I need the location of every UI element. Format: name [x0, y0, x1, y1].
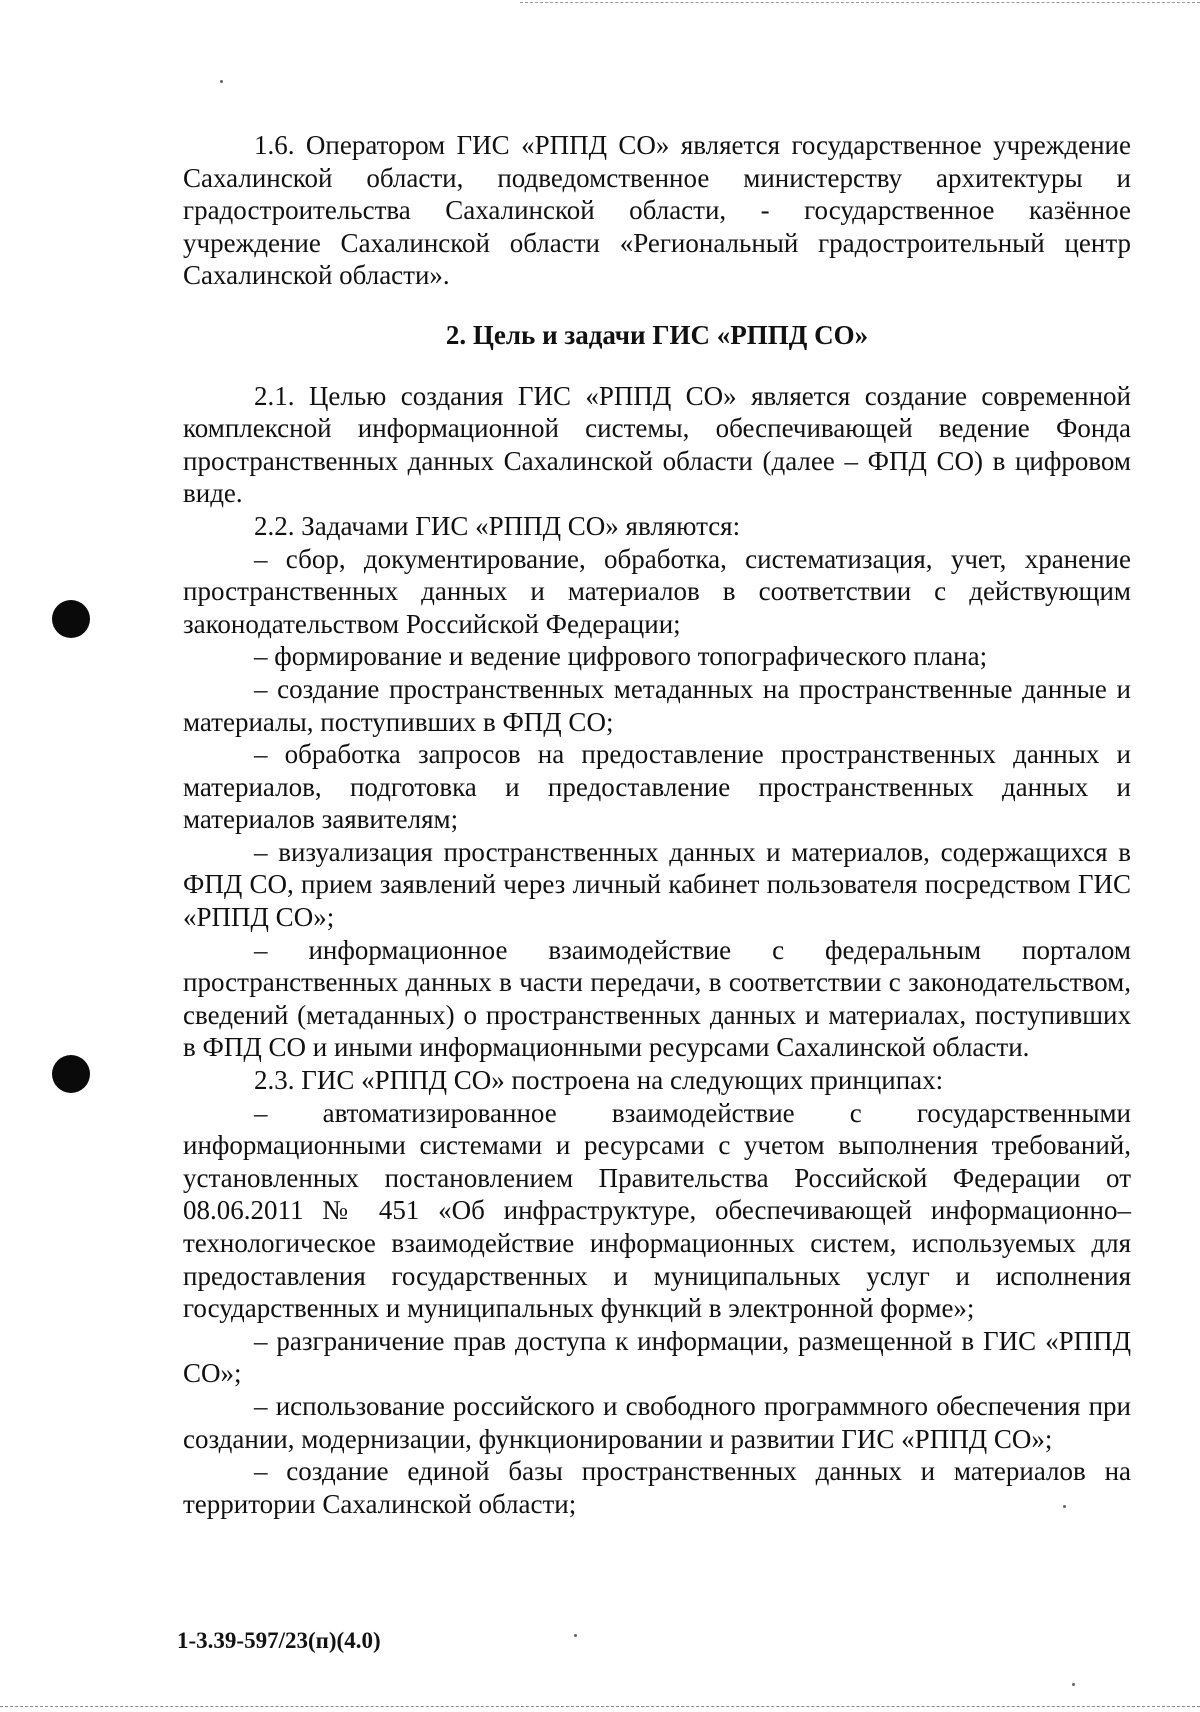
punch-hole-lower — [52, 1055, 90, 1093]
document-code: 1-3.39-597/23(п)(4.0) — [177, 1628, 381, 1653]
principle-item: – автоматизированное взаимодействие с государственными информационными системами и ресурсами с учетом выполнения требований, установленных постановлением Правительства Российской Федерации от 08.06.2011 № 451 «Об инфраструктуре, обеспечивающей информационно–технологическое взаимодействие информационных систем, используемых для предоставления государственных и муниципальных услуг и исполнения государственных и муниципальных функций в электронной форме»; — [183, 1097, 1131, 1324]
paragraph-2-3: 2.3. ГИС «РППД СО» построена на следующих принципах: — [254, 1065, 944, 1096]
scan-speck — [220, 80, 223, 83]
scan-speck — [1072, 1683, 1075, 1686]
document-body — [183, 129, 1131, 1520]
principle-item: – разграничение прав доступа к информации, размещенной в ГИС «РППД СО»; — [183, 1325, 1131, 1389]
section-2-heading: 2. Цель и задачи ГИС «РППД СО» — [445, 319, 869, 350]
scan-edge-top — [520, 2, 1200, 3]
scan-edge-bottom — [0, 1706, 1200, 1707]
paragraph-1-6: 1.6. Оператором ГИС «РППД СО» является государственное учреждение Сахалинской области, подведомственное министерству архитектуры и градостроительства Сахалинской области, - государственное казённое учреждение Сахалинской области «Региональный градостроительный центр Сахалинской области». — [183, 130, 1131, 291]
principle-item: – использование российского и свободного программного обеспечения при создании, модернизации, функционировании и развитии ГИС «РППД СО»; — [183, 1390, 1131, 1454]
principle-item: – создание единой базы пространственных данных и материалов на территории Сахалинской области; — [183, 1456, 1131, 1519]
scan-speck — [574, 1634, 577, 1637]
paragraph-2-2: 2.2. Задачами ГИС «РППД СО» являются: — [254, 510, 741, 541]
task-item: – информационное взаимодействие с федеральным порталом пространственных данных в части передачи, в соответствии с законодательством, сведений (метаданных) о пространственных данных и материалах, поступивших в ФПД СО и иными информационными ресурсами Сахалинской области. — [183, 934, 1131, 1063]
task-item: – создание пространственных метаданных на пространственные данные и материалы, поступивших в ФПД СО; — [183, 673, 1131, 737]
paragraph-2-1: 2.1. Целью создания ГИС «РППД СО» является создание современной комплексной информационной системы, обеспечивающей ведение Фонда пространственных данных Сахалинской области (далее – ФПД СО) в цифровом виде. — [183, 380, 1131, 509]
task-item: – формирование и ведение цифрового топографического плана; — [254, 641, 988, 672]
task-item: – обработка запросов на предоставление пространственных данных и материалов, подготовка и предоставление пространственных данных и материалов заявителям; — [183, 739, 1131, 835]
task-item: – визуализация пространственных данных и материалов, содержащихся в ФПД СО, прием заявлений через личный кабинет пользователя посредством ГИС «РППД СО»; — [183, 836, 1131, 933]
punch-hole-upper — [52, 600, 90, 638]
task-item: – сбор, документирование, обработка, систематизация, учет, хранение пространственных данных и материалов в соответствии с действующим законодательством Российской Федерации; — [183, 543, 1131, 639]
